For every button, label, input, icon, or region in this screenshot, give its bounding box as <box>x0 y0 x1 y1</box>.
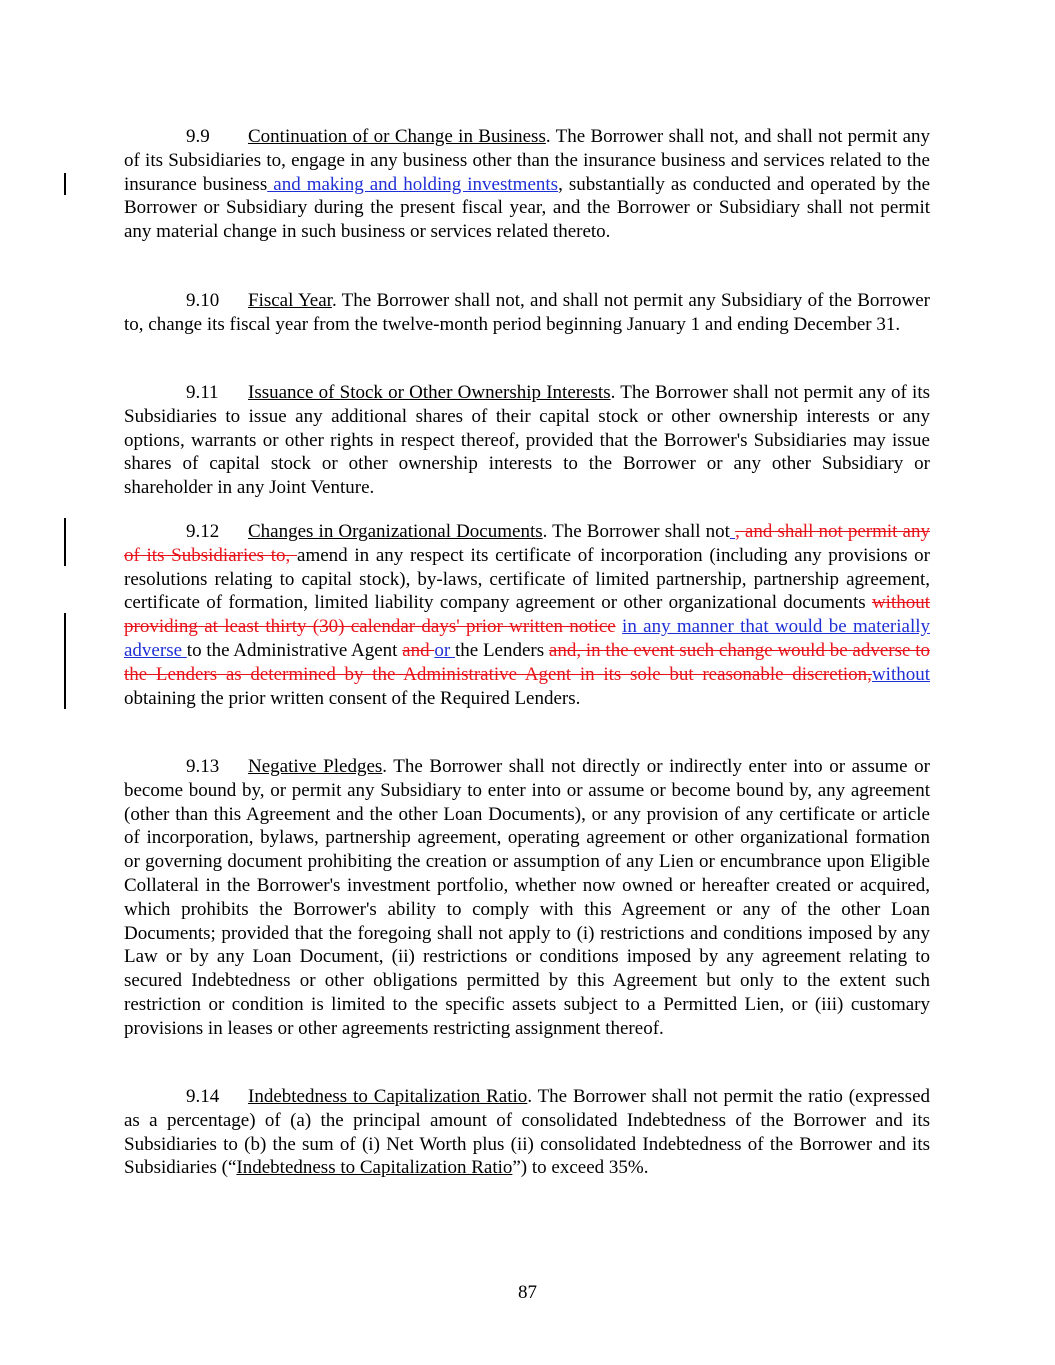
section-number: 9.12 <box>186 521 220 542</box>
deleted-text: and, in the event such change would be adverse to the Lenders as determined by the Administrative Agent in its sole but reasonable discretion, <box>124 639 930 685</box>
section-9-11 <box>124 381 930 500</box>
section-9-13 <box>124 755 930 1041</box>
section-heading: Issuance of Stock or Other Ownership Interests <box>248 382 611 403</box>
section-heading: Fiscal Year <box>248 290 332 311</box>
body-text: to the Administrative Agent <box>186 639 403 661</box>
section-heading: Continuation of or Change in Business <box>248 126 546 147</box>
change-bar <box>64 518 66 566</box>
section-9-12 <box>124 520 930 710</box>
inserted-text: in any manner that would be materially adverse <box>124 616 930 661</box>
body-text: . The Borrower shall not, and shall not permit any Subsidiary of the Borrower to, change its fiscal year from the twelve-month period beginning January 1 and ending December 31. <box>124 290 931 335</box>
body-text: , substantially as conducted and operated by the Borrower or Subsidiary during the present fiscal year, and the Borrower or Subsidiary shall not permit any material change in such business or services related thereto. <box>124 173 931 243</box>
body-text: amend in any respect its certificate of incorporation (including any provisions or resolutions relating to capital stock), by-laws, certificate of limited partnership, partnership agreement, certificate of formation, limited liability company agreement or other organizational documents <box>124 544 930 614</box>
body-text: . The Borrower shall not <box>542 521 730 542</box>
section-number: 9.11 <box>186 382 219 403</box>
section-number: 9.14 <box>186 1086 220 1107</box>
change-bar <box>64 613 66 709</box>
section-9-10 <box>124 289 930 337</box>
section-9-9 <box>124 125 930 244</box>
section-9-14 <box>124 1085 930 1180</box>
inserted-text: and making and holding investments <box>267 173 559 195</box>
section-heading: Negative Pledges <box>248 756 383 777</box>
section-number: 9.10 <box>186 290 220 311</box>
inserted-text: or <box>434 639 455 661</box>
deleted-text: without providing at least thirty (30) calendar days' prior written notice <box>124 592 930 638</box>
section-number: 9.9 <box>186 126 210 147</box>
deleted-text: , and shall not permit any of its Subsidiaries to, <box>124 521 930 566</box>
body-text: ”) to exceed 35%. <box>512 1157 649 1179</box>
section-heading: Changes in Organizational Documents <box>248 521 543 542</box>
body-text: . The Borrower shall not directly or indirectly enter into or assume or become bound by, or permit any Subsidiary to enter into or assume or become bound by, any agreement (other than this Agreement and the other Loan Documents), or any provision of any certificate or article of incorporation, bylaws, partnership agreement, operating agreement or other organizational formation or governing document prohibiting the creation or assumption of any Lien or encumbrance upon Eligible Collateral in the Borrower's investment portfolio, whether now owned or hereafter created or acquired, which prohibits the Borrower's ability to comply with this Agreement or any of the other Loan Documents; provided that the foregoing shall not apply to (i) restrictions and conditions imposed by any Law or by any Loan Document, (ii) restrictions or conditions imposed by any agreement relating to secured Indebtedness or other obligations permitted by this Agreement but only to the extent such restriction or condition is limited to the specific assets subject to a Permitted Lien, or (iii) customary provisions in leases or other agreements restricting assignment thereof. <box>124 756 931 1039</box>
page-number: 87 <box>518 1282 537 1303</box>
change-bar <box>64 173 66 195</box>
body-text: the Lenders <box>454 639 549 661</box>
body-text: obtaining the prior written consent of the Required Lenders. <box>124 687 581 709</box>
section-heading: Indebtedness to Capitalization Ratio <box>248 1086 528 1107</box>
section-number: 9.13 <box>186 756 220 777</box>
body-text: . The Borrower shall not permit the ratio (expressed as a percentage) of (a) the principal amount of consolidated Indebtedness of the Borrower and its Subsidiaries to (b) the sum of (i) Net Worth plus (ii) consolidated Indebtedness of the Borrower and its Subsidiaries (“ <box>124 1086 930 1179</box>
defined-term: Indebtedness to Capitalization Ratio <box>236 1157 513 1179</box>
body-text: . The Borrower shall not, and shall not permit any of its Subsidiaries to, engage in any business other than the insurance business and services related to the insurance business <box>124 126 931 195</box>
inserted-text: without <box>871 663 930 685</box>
body-text: . The Borrower shall not permit any of its Subsidiaries to issue any additional shares of their capital stock or other ownership interests or any options, warrants or other rights in respect thereof, provided that the Borrower's Subsidiaries may issue shares of capital stock or other ownership interests to the Borrower or any other Subsidiary or shareholder in any Joint Venture. <box>124 382 930 499</box>
deleted-text: and <box>402 639 435 661</box>
